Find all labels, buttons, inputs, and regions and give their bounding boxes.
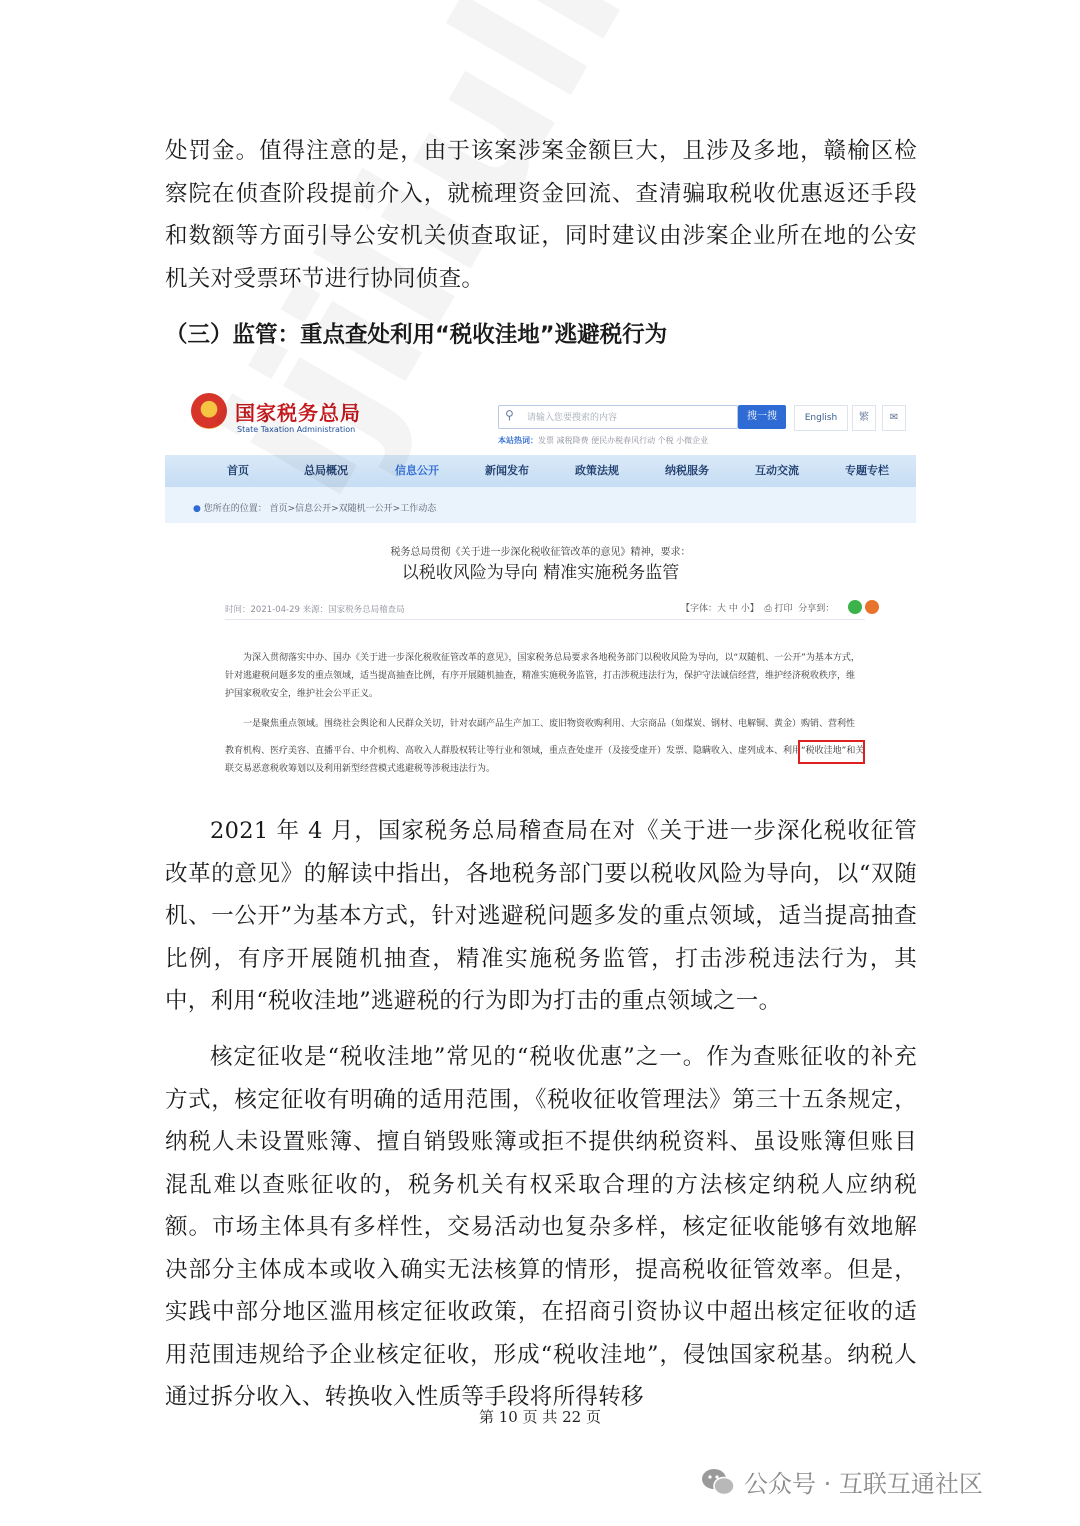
nav-topics[interactable]: 专题专栏 — [845, 464, 889, 477]
search-icon: ⚲ — [505, 408, 514, 422]
nav-overview[interactable]: 总局概况 — [304, 464, 348, 477]
site-logo-en: State Taxation Administration — [237, 425, 356, 434]
main-nav — [165, 455, 916, 487]
article-tools — [681, 601, 834, 614]
article-line: 为深入贯彻落实中办、国办《关于进一步深化税收征管改革的意见》，国家税务总局要求各地税务部门以税收风险为导向，以“双随机、一公开”为基本方式， — [243, 653, 860, 663]
search-input[interactable] — [498, 405, 738, 429]
search-button[interactable]: 搜一搜 — [738, 405, 786, 429]
article-meta: 时间：2021-04-29 来源：国家税务总局稽查局 — [225, 605, 405, 615]
wechat-icon — [700, 1467, 736, 1497]
site-header — [165, 383, 916, 455]
search-placeholder: 请输入您要搜索的内容 — [527, 413, 618, 423]
paragraph-assessment: 核定征收是“税收洼地”常见的“税收优惠”之一。作为查账征收的补充方式，核定征收有明确的适用范围，《税收征收管理法》第三十五条规定，纳税人未设置账簿、擅自销毁账簿或拒不提供纳税资料、虽设账簿但账目混乱难以查账征收的，税务机关有权采取合理的方法核定纳税人应纳税额。市场主体具有多样性，交易活动也复杂多样，核定征收能够有效地解决部分主体成本或收入确实无法核算的情形，提高税收征管效率。但是，实践中部分地区滥用核定征收政策，在招商引资协议中超出核定征收的适用范围违规给予企业核定征收，形成“税收洼地”，侵蚀国家税基。纳税人通过拆分收入、转换收入性质等手段将所得转移 — [165, 1044, 917, 1410]
nav-tax-service[interactable]: 纳税服务 — [665, 464, 709, 477]
page-number: 第 10 页 共 22 页 — [478, 1408, 601, 1426]
weibo-share-icon[interactable] — [865, 600, 879, 614]
hot-words: 本站热词：发票 减税降费 便民办税春风行动 个税 小微企业 — [498, 436, 709, 445]
article-line: 一是聚焦重点领域。围绕社会舆论和人民群众关切，针对农副产品生产加工、废旧物资收购利用、大宗商品（如煤炭、钢材、电解铜、黄金）购销、营利性 — [243, 719, 856, 729]
nav-news[interactable]: 新闻发布 — [485, 464, 529, 477]
article-line: 针对逃避税问题多发的重点领域，适当提高抽查比例，有序开展随机抽查，精准实施税务监管，打击涉税违法行为，保护守法诚信经营，维护经济税收秩序，维 — [225, 671, 856, 681]
highlight-box — [798, 740, 865, 764]
article-line: 教育机构、医疗美容、直播平台、中介机构、高收入人群股权转让等行业和领域，重点查处虚开（及接受虚开）发票、隐瞒收入、虚列成本、利用“税收洼地”和关 — [225, 746, 865, 756]
article-pretitle: 税务总局贯彻《关于进一步深化税收征管改革的意见》精神，要求： — [390, 547, 691, 558]
traditional-chinese-button[interactable]: 繁 — [852, 405, 876, 431]
embedded-website-screenshot — [165, 383, 916, 793]
nav-interaction[interactable]: 互动交流 — [755, 464, 799, 477]
print-icon[interactable]: ⎙ — [764, 604, 772, 614]
site-logo-cn: 国家税务总局 — [235, 401, 361, 425]
nav-info-public[interactable]: 信息公开 — [395, 464, 439, 477]
divider — [225, 619, 865, 620]
brand-name: 公众号 · 互联互通社区 — [744, 1470, 983, 1498]
location-icon: ● — [193, 504, 204, 514]
paragraph-continued: 处罚金。值得注意的是，由于该案涉案金额巨大，且涉及多地，赣榆区检察院在侦查阶段提前介入，就梳理资金回流、查清骗取税收优惠返还手段和数额等方面引导公安机关侦查取证，同时建议由涉案企业所在地的公安机关对受票环节进行协同侦查。 — [165, 138, 917, 292]
nav-home[interactable]: 首页 — [227, 464, 249, 477]
section-heading: （三）监管：重点查处利用“税收洼地”逃避税行为 — [165, 322, 668, 348]
breadcrumb: ● 您所在的位置： 首页>信息公开>双随机一公开>工作动态 — [193, 504, 437, 514]
national-emblem-icon — [191, 393, 227, 429]
article-line: 联交易恶意税收筹划以及利用新型经营模式逃避税等涉税违法行为。 — [225, 764, 496, 774]
mail-icon[interactable]: ✉ — [882, 405, 906, 431]
paragraph-2021: 2021 年 4 月，国家税务总局稽查局在对《关于进一步深化税收征管改革的意见》的解读中指出，各地税务部门要以税收风险为导向，以“双随机、一公开”为基本方式，针对逃避税问题多发的重点领域，适当提高抽查比例，有序开展随机抽查，精准实施税务监管，打击涉税违法行为，其中，利用“税收洼地”逃避税的行为即为打击的重点领域之一。 — [165, 818, 917, 1014]
english-button[interactable]: English — [794, 405, 848, 431]
wechat-share-icon[interactable] — [848, 600, 862, 614]
share-label: 分享到： — [798, 604, 835, 614]
font-size-control[interactable]: 【字体：大 中 小】 — [681, 604, 759, 614]
print-link[interactable]: 打印 — [774, 604, 793, 614]
article-title: 以税收风险为导向 精准实施税务监管 — [401, 563, 680, 583]
article-line: 护国家税收安全，维护社会公平正义。 — [225, 689, 379, 699]
nav-policy[interactable]: 政策法规 — [575, 464, 619, 477]
